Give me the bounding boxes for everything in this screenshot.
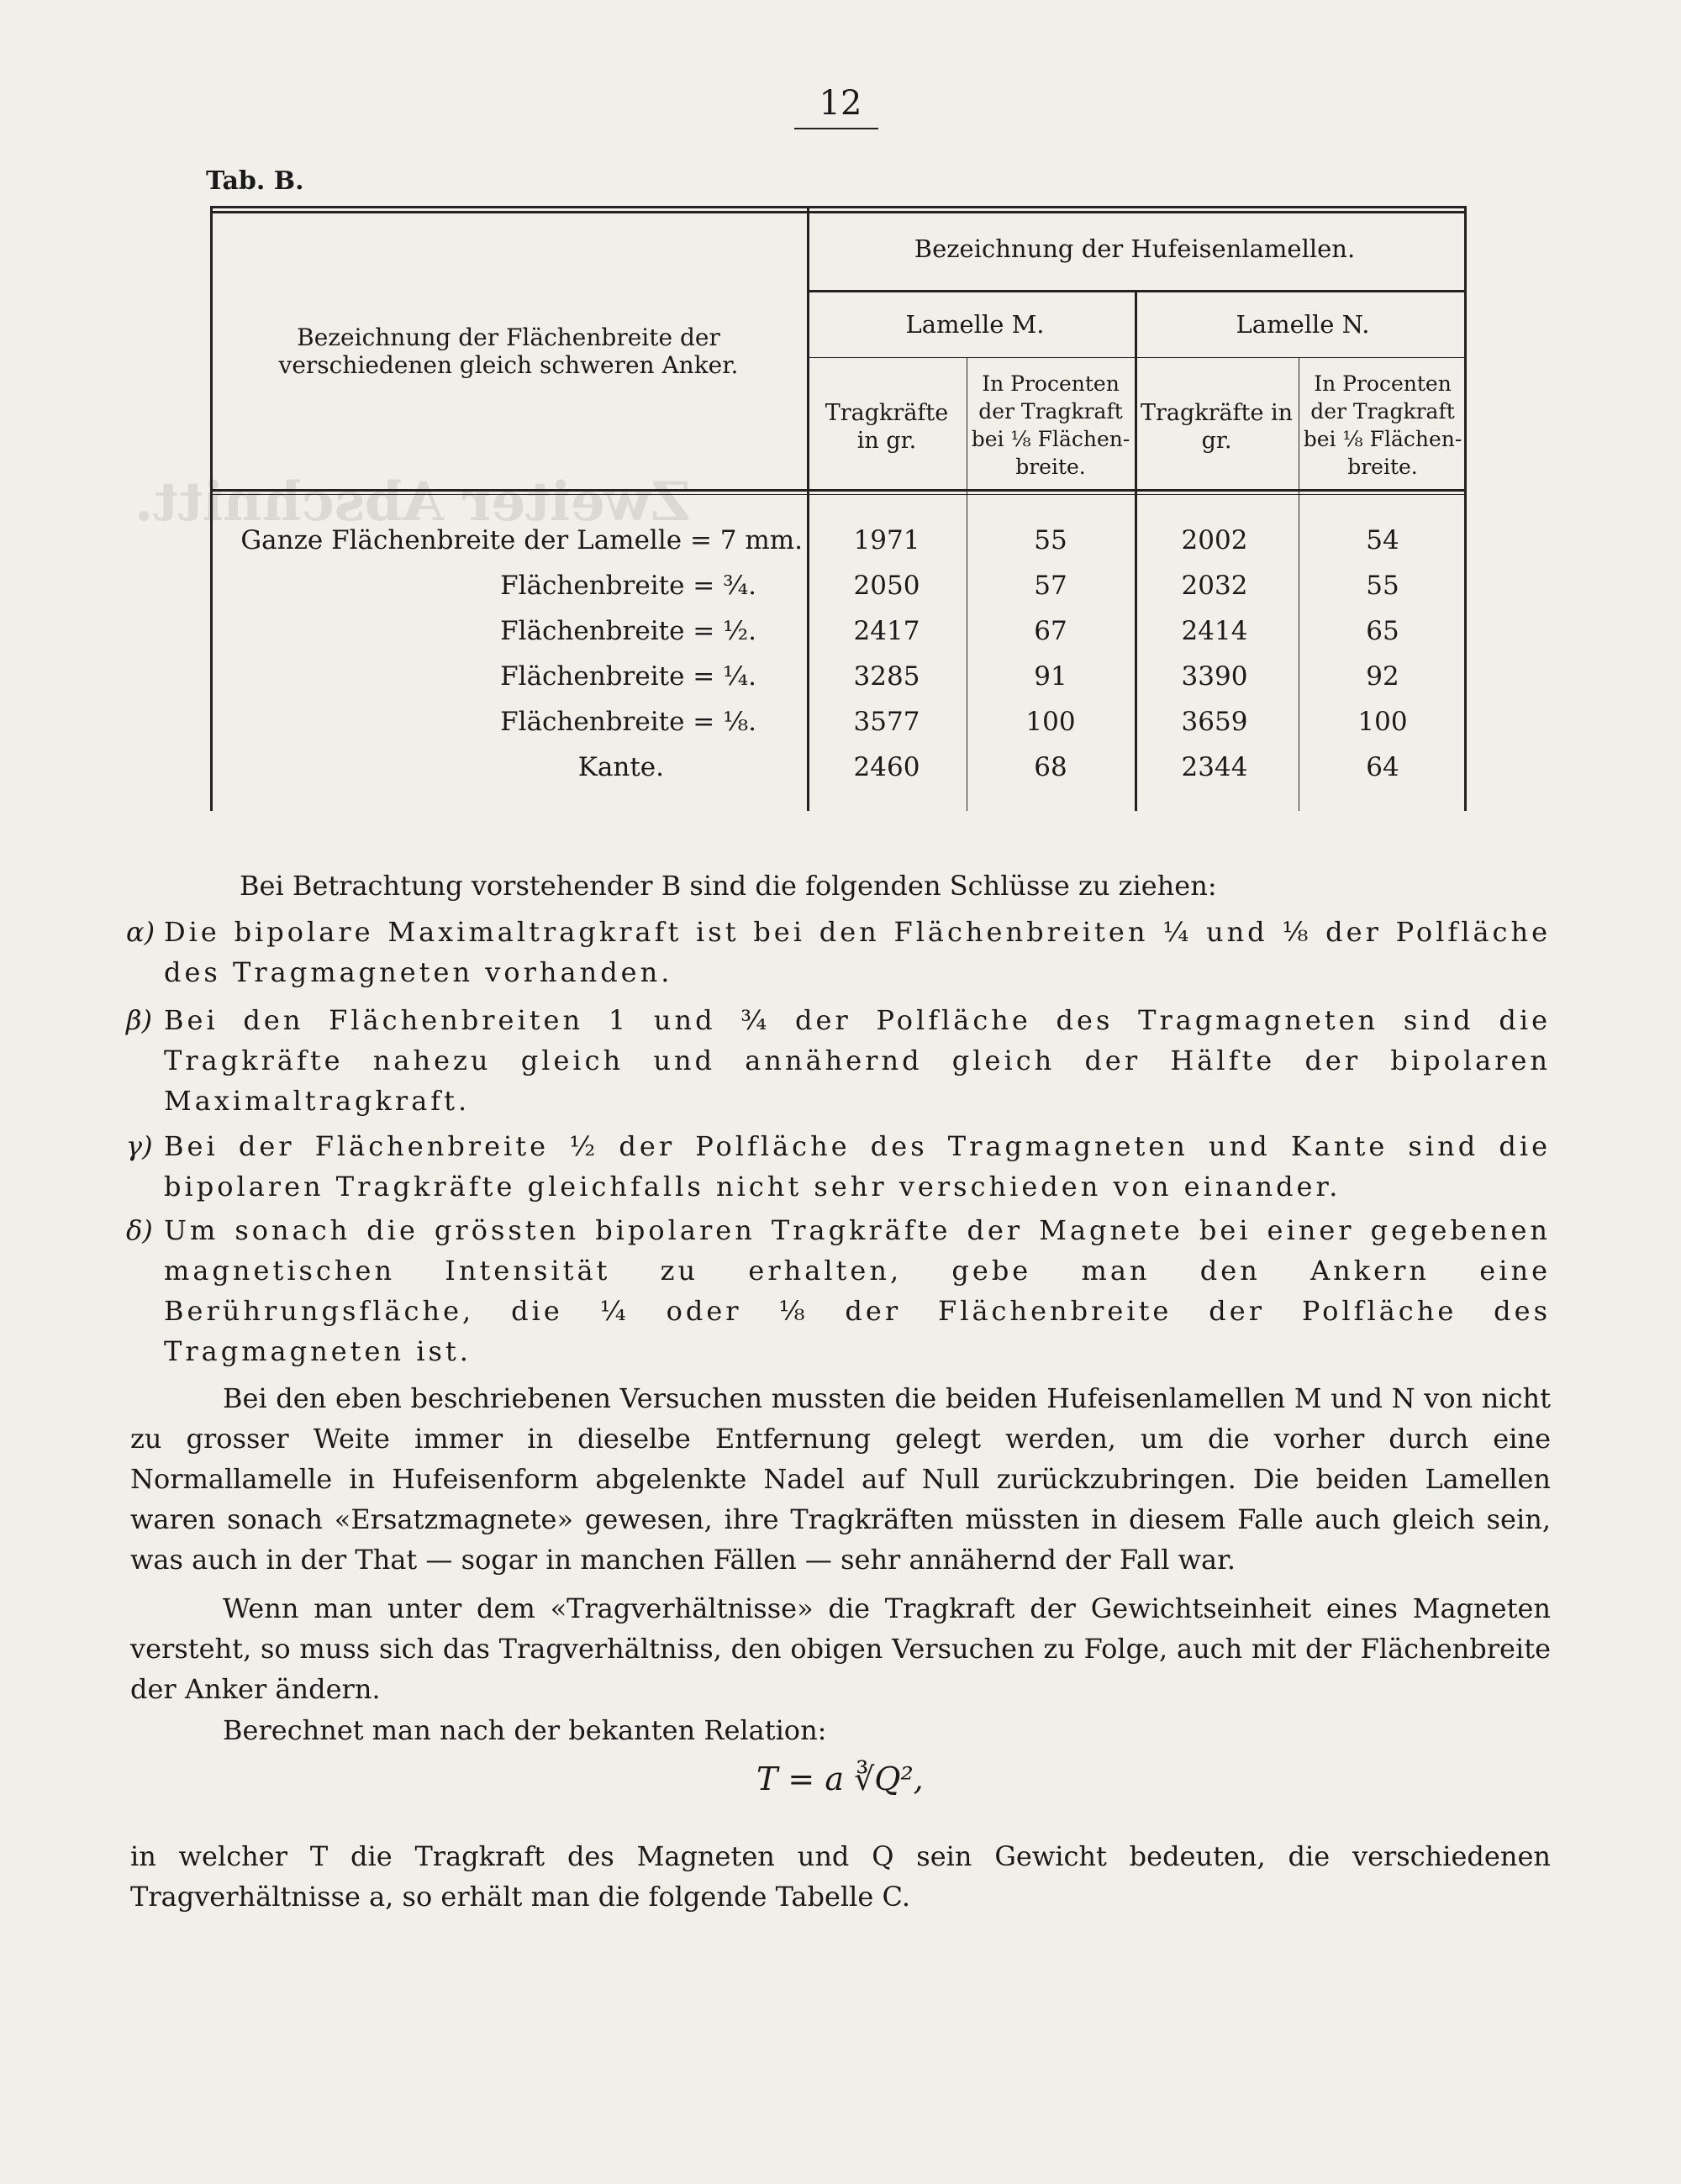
- n-pct-cell: 64: [1366, 752, 1399, 782]
- mn-divider-rule: [1135, 290, 1137, 811]
- n-gr-cell: 2344: [1181, 752, 1248, 782]
- m-subheader-rule: [807, 357, 1135, 358]
- m-procenten-header: In Procenten der Tragkraft bei ⅛ Flächen-breite.: [971, 371, 1130, 479]
- m-gr-cell: 2417: [853, 616, 920, 646]
- alpha-marker: α): [126, 916, 155, 948]
- n-gr-cell: 2032: [1181, 571, 1248, 601]
- alpha-text: Die bipolare Maximaltragkraft ist bei den Flächenbreiten ¼ und ⅛ der Polfläche des Tragmagneten vorhanden.: [164, 916, 1551, 988]
- n-pct-cell: 92: [1366, 661, 1399, 692]
- n-subheader-rule: [1135, 357, 1467, 358]
- intro-paragraph: Bei Betrachtung vorstehender B sind die folgenden Schlüsse zu ziehen:: [240, 870, 1217, 902]
- gamma-text: Bei der Flächenbreite ½ der Polfläche des Tragmagneten und Kante sind die bipolaren Tragkräfte gleichfalls nicht sehr verschieden von einander.: [164, 1130, 1551, 1203]
- page-number-rule: [794, 128, 878, 129]
- m-gr-cell: 2050: [853, 571, 920, 601]
- m-gr-cell: 3285: [853, 661, 920, 692]
- conclusion-delta: [126, 1210, 1551, 1371]
- n-procenten-header: In Procenten der Tragkraft bei ⅛ Flächen-breite.: [1303, 371, 1462, 479]
- paragraph-tabelle-c: in welcher T die Tragkraft des Magneten und Q sein Gewicht bedeuten, die verschiedenen Tragverhältnisse a, so erhält man die folgende Tabelle C.: [130, 1840, 1551, 1913]
- table-divider-rule: [807, 206, 809, 811]
- table-right-rule: [1464, 206, 1467, 811]
- lamelle-n-header: Lamelle N.: [1236, 310, 1370, 339]
- m-pct-cell: 57: [1034, 571, 1067, 601]
- row-label: Ganze Flächenbreite der Lamelle = 7 mm.: [240, 525, 803, 555]
- n-gr-cell: 3659: [1181, 707, 1248, 737]
- n-gr-cell: 2002: [1181, 525, 1248, 555]
- bleed-through-text: Zweiter Abschnitt.: [134, 471, 691, 534]
- beta-marker: β): [126, 1004, 152, 1036]
- row-label: Flächenbreite = ¼.: [500, 661, 756, 692]
- m-pct-cell: 91: [1034, 661, 1067, 692]
- m-gr-cell: 3577: [853, 707, 920, 737]
- group-header: Bezeichnung der Hufeisenlamellen.: [914, 234, 1356, 263]
- lamelle-m-header: Lamelle M.: [905, 310, 1045, 339]
- n-pct-cell: 54: [1366, 525, 1399, 555]
- row-label: Flächenbreite = ⅛.: [500, 707, 756, 737]
- table-left-rule: [210, 206, 213, 811]
- paragraph-relation: Berechnet man nach der bekanten Relation:: [223, 1714, 827, 1746]
- n-pct-cell: 100: [1357, 707, 1408, 737]
- m-gr-cell: 1971: [853, 525, 920, 555]
- n-tragkraefte-header: Tragkräfte in gr.: [1140, 400, 1294, 454]
- delta-text: Um sonach die grössten bipolaren Tragkräfte der Magnete bei einer gegebenen magnetischen Intensität zu erhalten, gebe man den Ankern eine Berührungsfläche, die ¼ oder ⅛ der Flächenbreite der Polfläche des Tragmagneten ist.: [164, 1214, 1551, 1367]
- m-pct-cell: 55: [1034, 525, 1067, 555]
- conclusion-gamma: [126, 1126, 1551, 1207]
- row-label: Flächenbreite = ¾.: [500, 571, 756, 601]
- m-gr-cell: 2460: [853, 752, 920, 782]
- n-gr-cell: 3390: [1181, 661, 1248, 692]
- conclusion-beta: [126, 1000, 1551, 1121]
- delta-marker: δ): [126, 1214, 153, 1246]
- row-label: Flächenbreite = ½.: [500, 616, 756, 646]
- page-number: 12: [819, 84, 862, 123]
- m-tragkraefte-header: Tragkräfte in gr.: [825, 400, 949, 454]
- paragraph-ersatzmagnete: Bei den eben beschriebenen Versuchen mussten die beiden Hufeisenlamellen M und N von nicht zu grosser Weite immer in dieselbe Entfernung gelegt werden, um die vorher durch eine Normallamelle in Hufeisenform abgelenkte Nadel auf Null zurückzubringen. Die beiden Lamellen waren sonach «Ersatzmagnete» gewesen, ihre Tragkräften müssten in diesem Falle auch gleich sein, was auch in der That — sogar in manchen Fällen — sehr annähernd der Fall war.: [130, 1382, 1551, 1576]
- formula: T = a ∛Q²,: [756, 1760, 924, 1797]
- table-label: Tab. B.: [206, 166, 304, 196]
- m-pct-cell: 68: [1034, 752, 1067, 782]
- table-top-rule: [210, 206, 1467, 208]
- row-label-header: Bezeichnung der Flächenbreite der verschiedenen gleich schweren Anker.: [278, 324, 739, 379]
- header-bottom-rule: [210, 489, 1467, 492]
- table-b: [210, 206, 1467, 811]
- beta-text: Bei den Flächenbreiten 1 und ¾ der Polfläche des Tragmagneten sind die Tragkräfte nahezu gleich und annähernd gleich der Hälfte der bipolaren Maximaltragkraft.: [164, 1004, 1551, 1117]
- paragraph-tragverhaeltnis: Wenn man unter dem «Tragverhältnisse» die Tragkraft der Gewichtseinheit eines Magneten versteht, so muss sich das Tragverhältniss, den obigen Versuchen zu Folge, auch mit der Flächenbreite der Anker ändern.: [130, 1592, 1551, 1705]
- table-top-rule-inner: [210, 211, 1467, 213]
- m-pct-cell: 100: [1025, 707, 1076, 737]
- n-pct-cell: 65: [1366, 616, 1399, 646]
- n-gr-cell: 2414: [1181, 616, 1248, 646]
- row-label: Kante.: [577, 752, 664, 782]
- header-bottom-rule-inner: [210, 494, 1467, 495]
- n-pct-cell: 55: [1366, 571, 1399, 601]
- m-pct-cell: 67: [1034, 616, 1067, 646]
- gamma-marker: γ): [126, 1130, 153, 1162]
- conclusion-alpha: [126, 912, 1551, 992]
